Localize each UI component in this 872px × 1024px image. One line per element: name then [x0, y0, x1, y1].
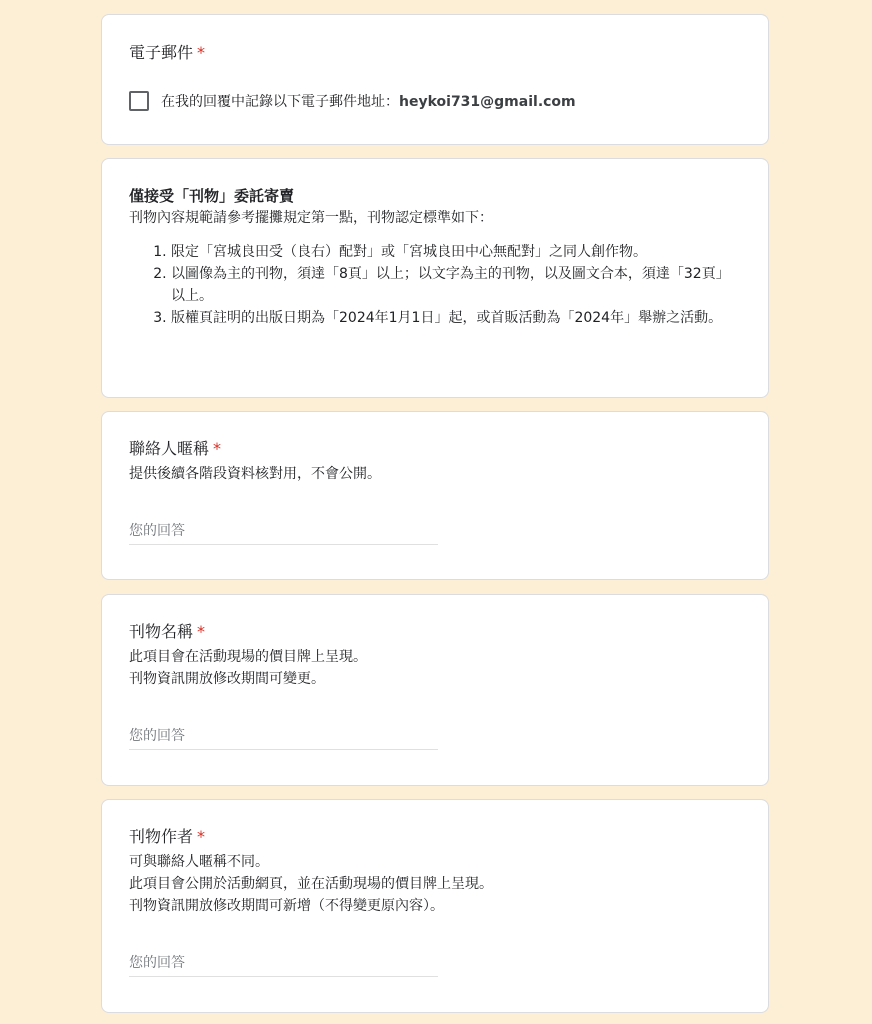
email-card — [101, 14, 769, 145]
publication-author-input[interactable] — [129, 950, 438, 977]
publication-author-description-line: 此項目會公開於活動網頁，並在活動現場的價目牌上呈現。 — [129, 876, 493, 892]
email-question-title: 電子郵件 * — [129, 43, 206, 62]
record-email-label: 在我的回覆中記錄以下電子郵件地址：heykoi731@gmail.com — [161, 94, 576, 110]
rules-card — [101, 158, 769, 398]
publication-name-input[interactable] — [129, 723, 438, 750]
rules-section-title: 僅接受「刊物」委託寄賣 — [129, 187, 295, 205]
publication-name-description-line: 此項目會在活動現場的價目牌上呈現。 — [129, 649, 367, 665]
record-email-option[interactable] — [129, 91, 576, 111]
publication-name-title: 刊物名稱 * — [129, 622, 206, 641]
required-asterisk: * — [197, 622, 206, 641]
rule-item: 3. 版權頁註明的出版日期為「2024年1月1日」起，或首販活動為「2024年」舉辦之活動。 — [171, 307, 741, 329]
account-email: heykoi731@gmail.com — [399, 94, 576, 110]
publication-author-card — [101, 799, 769, 1013]
contact-nickname-card — [101, 411, 769, 580]
publication-author-title: 刊物作者 * — [129, 827, 206, 846]
publication-name-description-line: 刊物資訊開放修改期間可變更。 — [129, 671, 325, 687]
rule-item: 2. 以圖像為主的刊物，須達「8頁」以上；以文字為主的刊物，以及圖文合本，須達「32頁」以上。 — [171, 263, 741, 307]
publication-name-card — [101, 594, 769, 786]
required-asterisk: * — [213, 439, 222, 458]
required-asterisk: * — [197, 43, 206, 62]
contact-nickname-input[interactable] — [129, 518, 438, 545]
contact-nickname-description: 提供後續各階段資料核對用，不會公開。 — [129, 466, 381, 482]
required-asterisk: * — [197, 827, 206, 846]
record-email-checkbox[interactable] — [129, 91, 149, 111]
rules-list — [129, 241, 741, 329]
rules-intro: 刊物內容規範請參考擺攤規定第一點，刊物認定標準如下： — [129, 210, 493, 226]
publication-author-description-line: 刊物資訊開放修改期間可新增（不得變更原內容）。 — [129, 898, 444, 914]
rule-item: 1. 限定「宮城良田受（良右）配對」或「宮城良田中心無配對」之同人創作物。 — [171, 241, 741, 263]
contact-nickname-title: 聯絡人暱稱 * — [129, 439, 222, 458]
publication-author-description-line: 可與聯絡人暱稱不同。 — [129, 854, 269, 870]
